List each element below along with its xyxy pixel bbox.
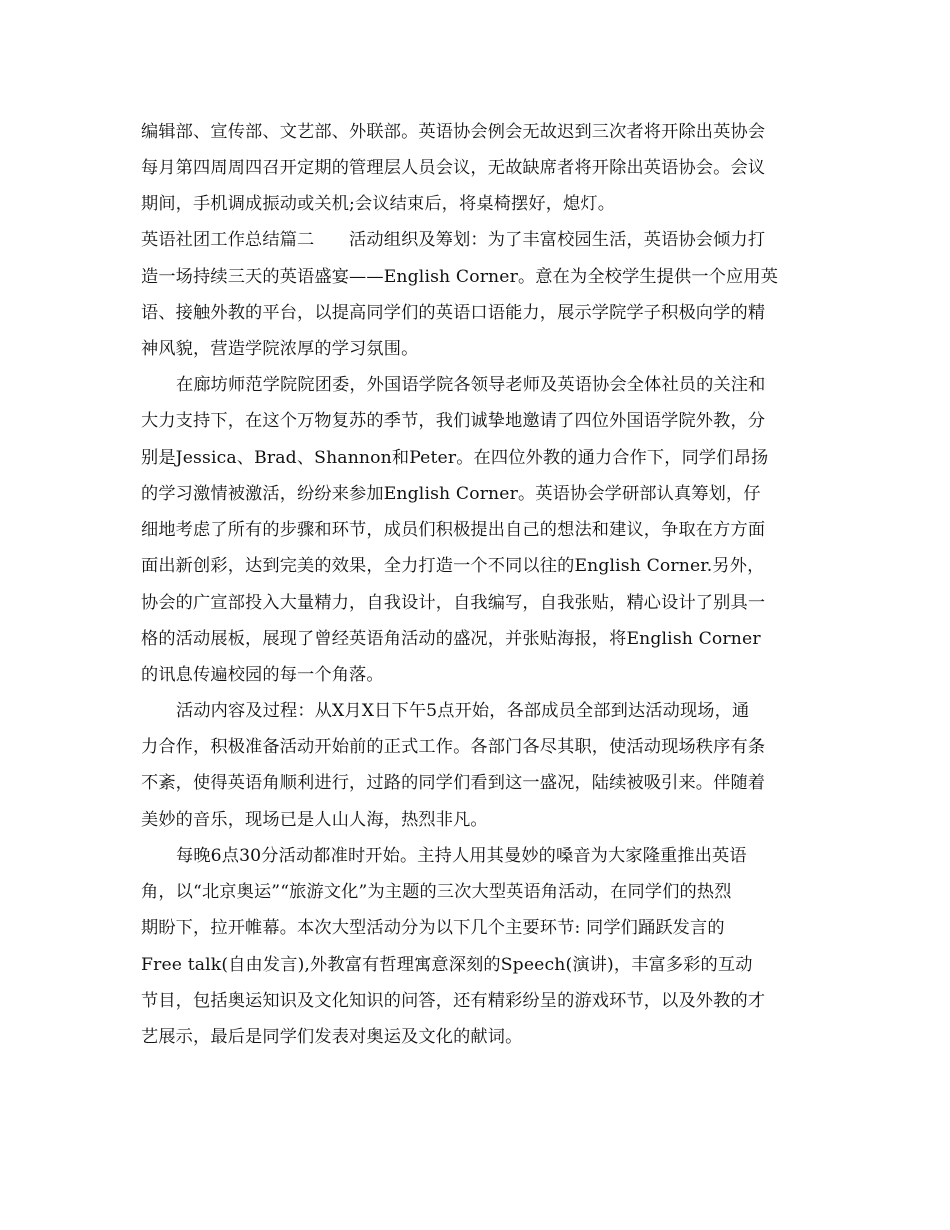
text-line: 期间，手机调成振动或关机;会议结束后，将桌椅摆好，熄灯。 <box>141 194 616 214</box>
text-line: 大力支持下，在这个万物复苏的季节，我们诚挚地邀请了四位外国语学院外教，分 <box>141 411 766 431</box>
text-line: 每月第四周周四召开定期的管理层人员会议，无故缺席者将开除出英语协会。会议 <box>141 158 766 178</box>
text-line: 格的活动展板，展现了曾经英语角活动的盛况，并张贴海报，将English Corner <box>141 629 761 649</box>
section-heading-line: 英语社团工作总结篇二 活动组织及筹划：为了丰富校园生活，英语协会倾力打 <box>141 230 766 250</box>
text-line: 编辑部、宣传部、文艺部、外联部。英语协会例会无故迟到三次者将开除出英协会 <box>141 122 766 142</box>
text-line: 神风貌，营造学院浓厚的学习氛围。 <box>141 339 419 359</box>
text-line: 语、接触外教的平台，以提高同学们的英语口语能力，展示学院学子积极向学的精 <box>141 303 766 323</box>
text-line: 细地考虑了所有的步骤和环节，成员们积极提出自己的想法和建议，争取在方方面 <box>141 520 766 540</box>
text-line: 别是Jessica、Brad、Shannon和Peter。在四位外教的通力合作下，同学们昂扬 <box>141 448 769 468</box>
text-line: 的讯息传遍校园的每一个角落。 <box>141 665 384 685</box>
text-line: 力合作，积极准备活动开始前的正式工作。各部门各尽其职，使活动现场秩序有条 <box>141 737 766 757</box>
text-line: 面出新创彩，达到完美的效果，全力打造一个不同以往的English Corner.另外， <box>141 556 765 576</box>
text-line: 艺展示，最后是同学们发表对奥运及文化的献词。 <box>141 1027 523 1047</box>
paragraph-first-line: 在廊坊师范学院院团委，外国语学院各领导老师及英语协会全体社员的关注和 <box>176 375 766 395</box>
text-line: 协会的广宣部投入大量精力，自我设计，自我编写，自我张贴，精心设计了别具一 <box>141 593 766 613</box>
paragraph-first-line: 活动内容及过程：从X月X日下午5点开始，各部成员全部到达活动现场，通 <box>176 701 750 721</box>
text-line: 美妙的音乐，现场已是人山人海，热烈非凡。 <box>141 810 488 830</box>
text-line: 不紊，使得英语角顺利进行，过路的同学们看到这一盛况，陆续被吸引来。伴随着 <box>141 773 766 793</box>
paragraph-first-line: 每晚6点30分活动都准时开始。主持人用其曼妙的嗓音为大家隆重推出英语 <box>176 846 747 866</box>
text-line: 的学习激情被激活，纷纷来参加English Corner。英语协会学研部认真筹划，仔 <box>141 484 761 504</box>
text-line: 造一场持续三天的英语盛宴——English Corner。意在为全校学生提供一个应用英 <box>141 267 779 287</box>
text-line: 期盼下，拉开帷幕。本次大型活动分为以下几个主要环节: 同学们踊跃发言的 <box>141 918 725 938</box>
text-line: 角，以“北京奥运”“旅游文化”为主题的三次大型英语角活动，在同学们的热烈 <box>141 882 732 902</box>
text-line: Free talk(自由发言),外教富有哲理寓意深刻的Speech(演讲)，丰富多彩的互动 <box>141 955 753 975</box>
text-line: 节目，包括奥运知识及文化知识的问答，还有精彩纷呈的游戏环节，以及外教的才 <box>141 991 766 1011</box>
